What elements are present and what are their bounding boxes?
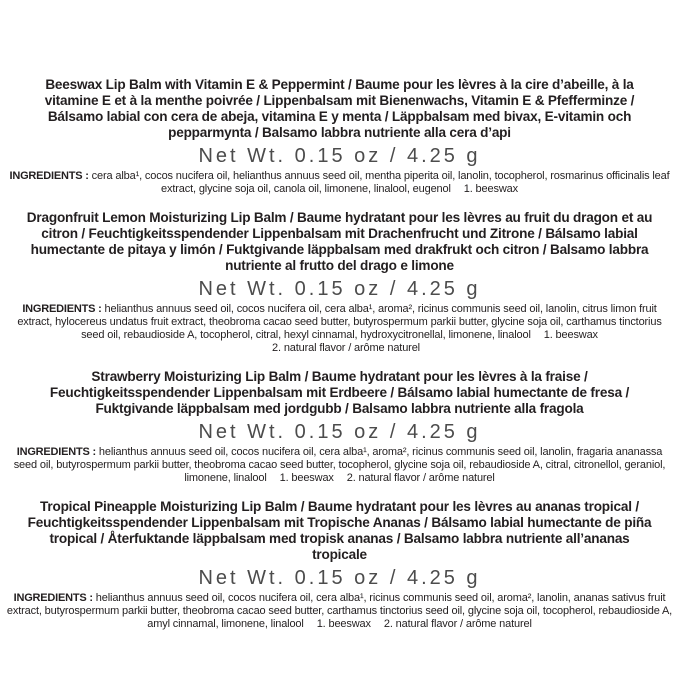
ingredients-paragraph <box>7 170 673 196</box>
footnote: 2. natural flavor / arôme naturel <box>346 472 495 484</box>
product-section-beeswax-peppermint <box>6 77 673 196</box>
ingredients-text: cera alba¹, cocos nucifera oil, helianthus annuus seed oil, mentha piperita oil, lanolin, tocopherol, rosmarinus officinalis leaf extract, glycine soja oil, canola oil, limonene, linalool, eugenol <box>91 170 670 195</box>
footnote: 1. beeswax <box>463 183 518 195</box>
product-section-tropical-pineapple <box>6 499 673 631</box>
net-weight: Net Wt. 0.15 oz / 4.25 g <box>198 421 481 443</box>
ingredients-text: helianthus annuus seed oil, cocos nucifera oil, cera alba¹, aroma², ricinus communis seed oil, lanolin, fragaria ananassa seed oil, butyrospermum parkii butter, theobroma cacao seed butter, tocopherol, glycine soja oil, rebaudioside A, citral, citronellol, geraniol, limonene, linalool <box>13 446 666 484</box>
ingredients-paragraph <box>7 446 673 485</box>
ingredients-label: INGREDIENTS : <box>9 170 89 182</box>
ingredients-label: INGREDIENTS : <box>16 446 97 458</box>
ingredients-text: helianthus annuus seed oil, cocos nucifera oil, cera alba¹, ricinus communis seed oil, aroma², lanolin, ananas sativus fruit extract, butyrospermum parkii butter, theobroma cacao seed butter, carthamus tinctorius seed oil, glycine soja oil, tocopherol, rebaudioside A, amyl cinnamal, limonene, linalool <box>6 592 673 630</box>
footnote: 2. natural flavor / arôme naturel <box>272 342 420 354</box>
ingredients-label: INGREDIENTS : <box>22 303 102 315</box>
footnote: 1. beeswax <box>316 618 371 630</box>
net-weight: Net Wt. 0.15 oz / 4.25 g <box>198 567 481 589</box>
product-title: Beeswax Lip Balm with Vitamin E & Peppermint / Baume pour les lèvres à la cire d’abeille, à la vitamine E et à la menthe poivrée / Lippenbalsam mit Bienenwachs, Vitamin E & Pfefferminze / Bálsamo labial con cera de abeja, vitamina E y menta / Läppbalsam med bivax, E-vitamin och pepparmynta / Balsamo labbra nutriente alla cera d’api <box>44 77 635 140</box>
net-weight: Net Wt. 0.15 oz / 4.25 g <box>198 278 481 300</box>
ingredients-text: helianthus annuus seed oil, cocos nucifera oil, cera alba¹, aroma², ricinus communis seed oil, lanolin, citrus limon fruit extract, hylocereus undatus fruit extract, theobroma cacao seed butter, butyrospermum parkii butter, glycine soja oil, carthamus tinctorius seed oil, rebaudioside A, tocopherol, citral, hexyl cinnamal, hydroxycitronellal, limonene, linalool <box>17 303 662 341</box>
product-title: Tropical Pineapple Moisturizing Lip Balm / Baume hydratant pour les lèvres au ananas tropical / Feuchtigkeitsspendender Lippenbalsam mit Tropische Ananas / Bálsamo labial humectante de piña tropical / Återfuktande läppbalsam med tropisk ananas / Balsamo labbra nutriente all’ananas tropicale <box>27 499 652 562</box>
ingredients-paragraph <box>7 303 673 355</box>
footnote: 2. natural flavor / arôme naturel <box>383 618 532 630</box>
ingredients-label: INGREDIENTS : <box>13 592 93 604</box>
product-section-strawberry <box>6 369 673 485</box>
product-title: Strawberry Moisturizing Lip Balm / Baume hydratant pour les lèvres à la fraise / Feuchtigkeitsspendender Lippenbalsam mit Erdbeere / Bálsamo labial humectante de fresa / Fuktgivande läppbalsam med jordgubb / Balsamo labbra nutriente alla fragola <box>49 369 630 416</box>
product-title: Dragonfruit Lemon Moisturizing Lip Balm / Baume hydratant pour les lèvres au fruit du dragon et au citron / Feuchtigkeitsspendender Lippenbalsam mit Drachenfrucht und Zitrone / Bálsamo labial humectante de pitaya y limón / Fuktgivande läppbalsam med drakfrukt och citron / Balsamo labbra nutriente al frutto del drago e limone <box>26 210 653 273</box>
product-section-dragonfruit-lemon <box>6 210 673 355</box>
footnote: 1. beeswax <box>279 472 334 484</box>
footnote: 1. beeswax <box>543 329 598 341</box>
ingredients-paragraph <box>7 592 673 631</box>
net-weight: Net Wt. 0.15 oz / 4.25 g <box>198 145 481 167</box>
